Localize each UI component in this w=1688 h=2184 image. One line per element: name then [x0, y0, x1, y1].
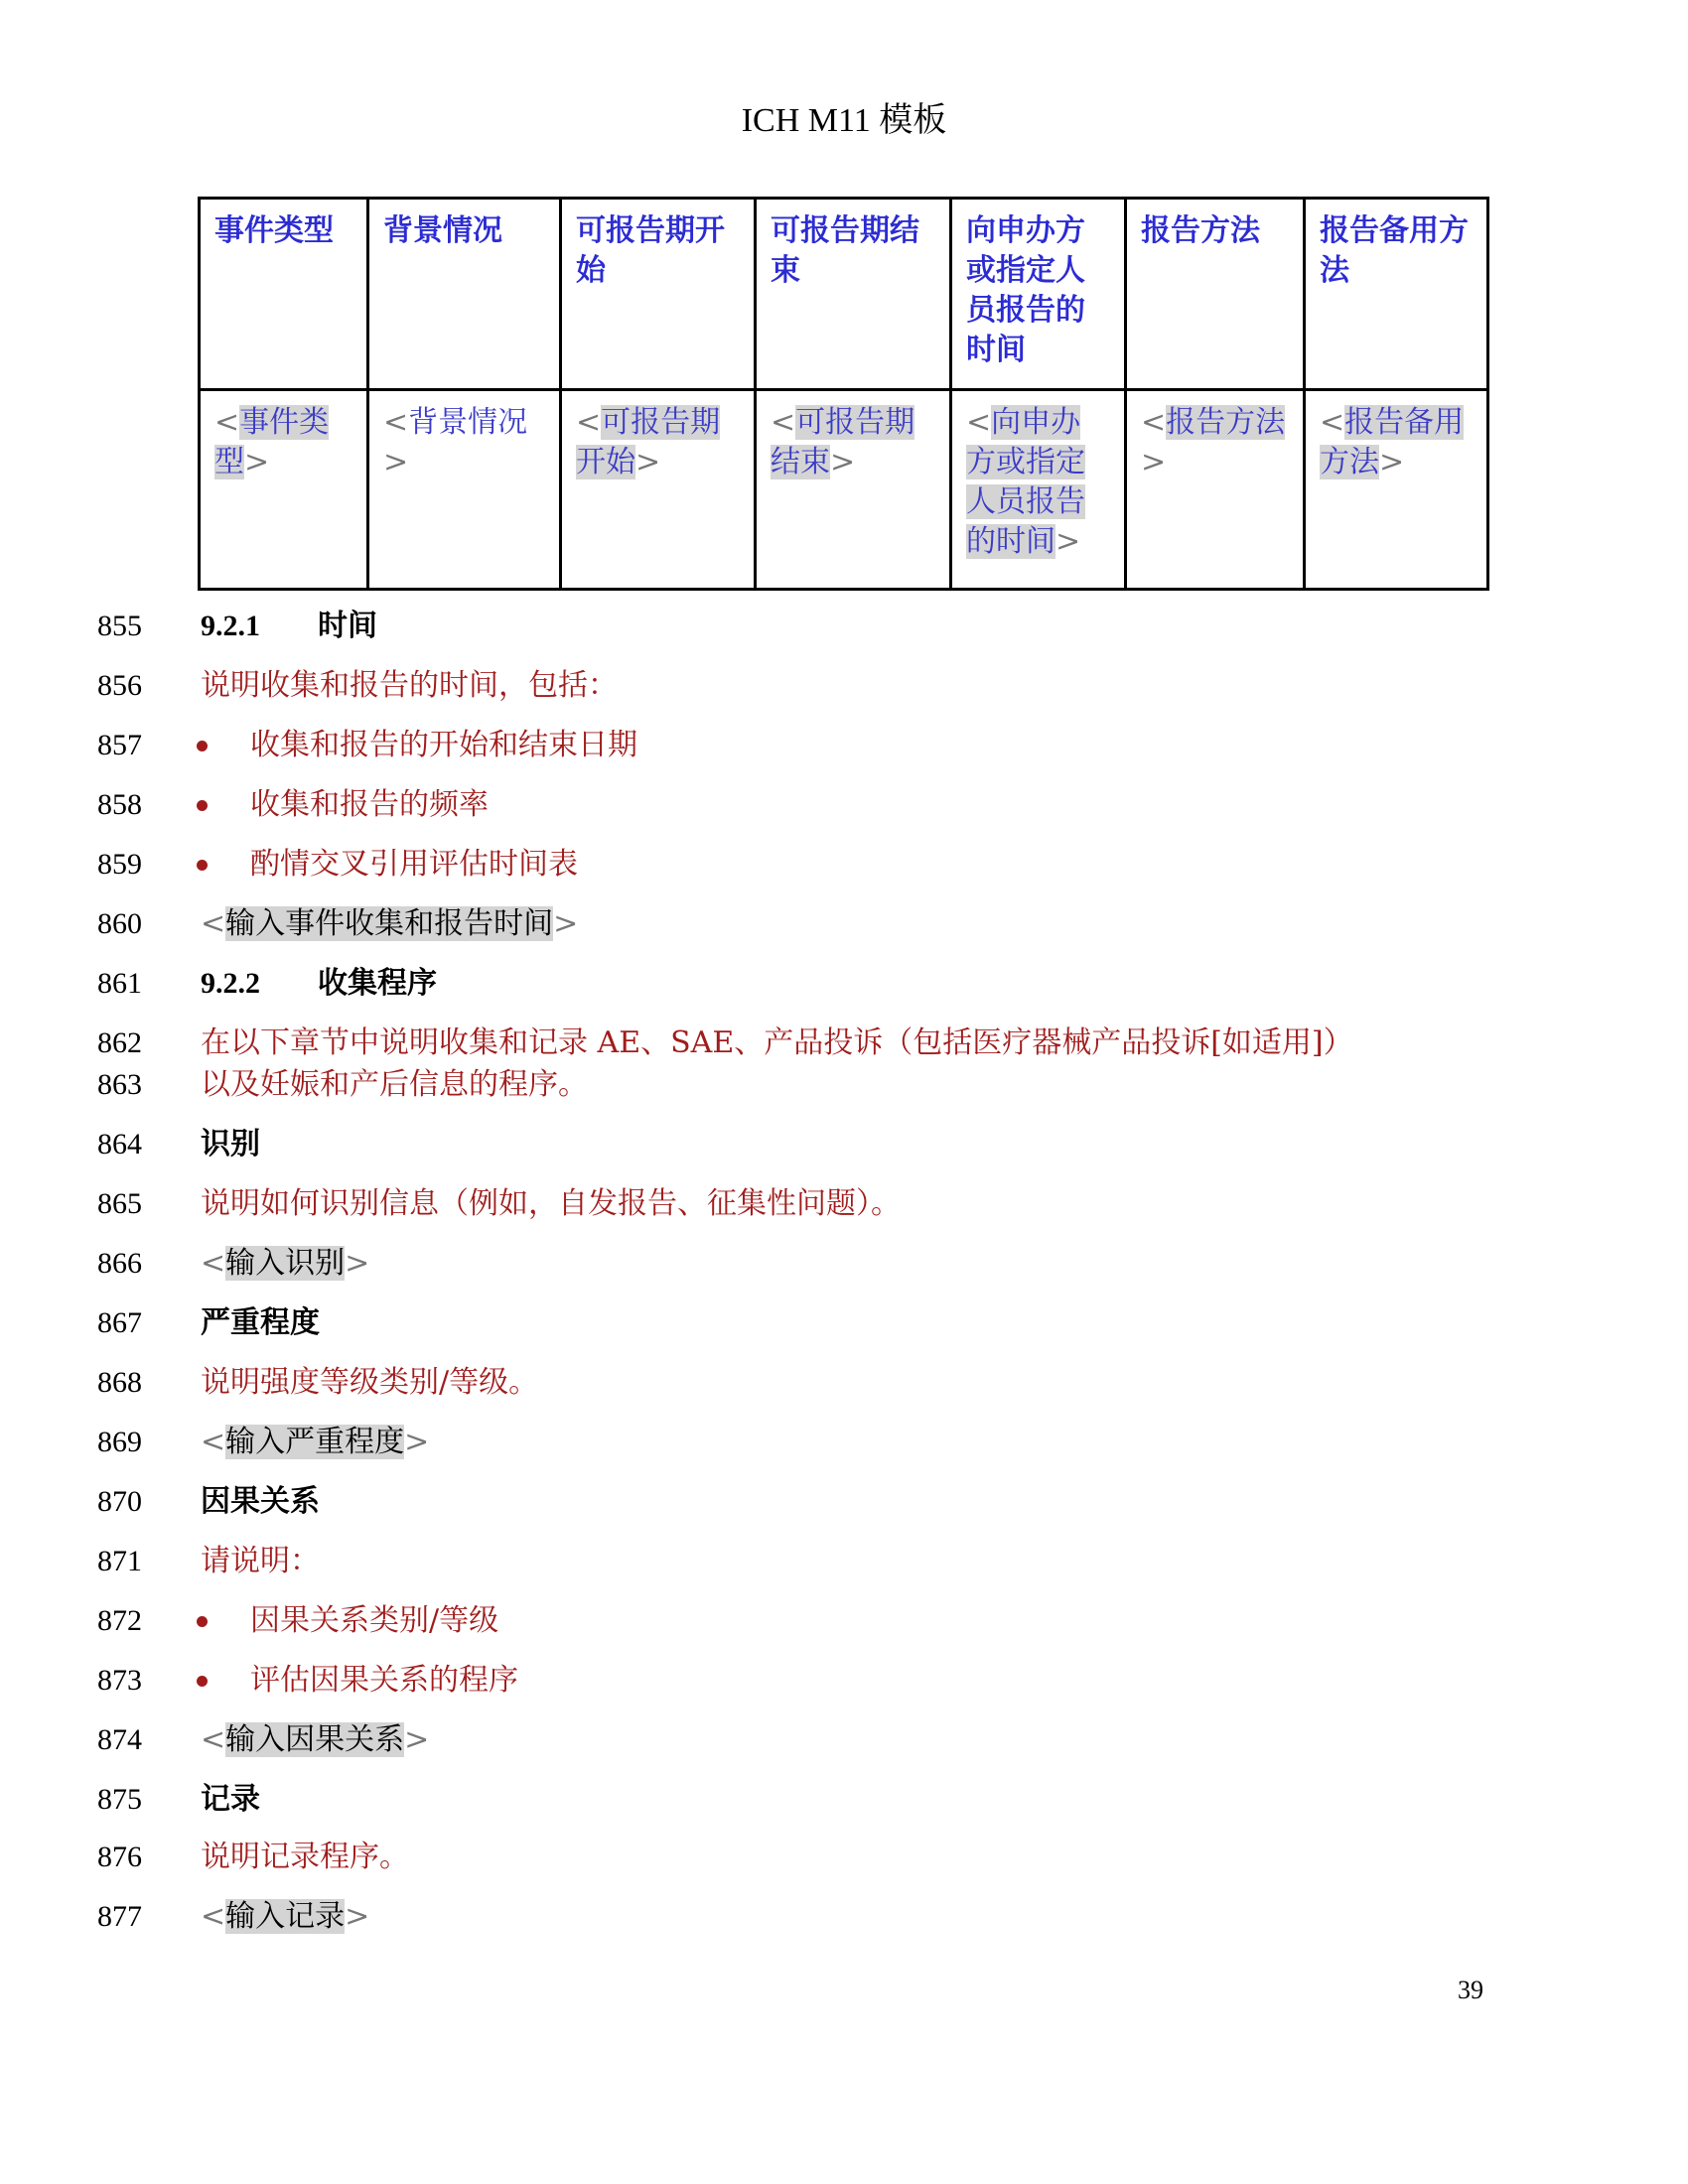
section-title: 时间: [318, 609, 377, 643]
section-heading-collection: [201, 959, 437, 1009]
subheading-severity: 严重程度: [201, 1305, 320, 1340]
placeholder-text: 输入因果关系: [225, 1722, 405, 1757]
instruction-text: 说明收集和报告的时间，包括：: [201, 668, 618, 703]
placeholder-field-severity[interactable]: [201, 1418, 429, 1467]
doc-line: [0, 780, 1688, 830]
line-number: 858: [97, 788, 142, 821]
section-number: 9.2.2: [201, 967, 260, 1000]
close-bracket: >: [553, 906, 579, 941]
line-number: 873: [97, 1664, 142, 1697]
doc-line: [0, 840, 1688, 889]
line-number: 863: [97, 1068, 142, 1101]
bullet-text: 评估因果关系的程序: [250, 1663, 518, 1698]
open-bracket: <: [201, 906, 226, 941]
open-bracket: <: [201, 1722, 226, 1757]
close-bracket: >: [635, 445, 661, 479]
doc-line: [0, 1656, 1688, 1706]
close-bracket: >: [383, 445, 409, 479]
placeholder-text: 报告方法: [1166, 405, 1286, 440]
close-bracket: >: [830, 445, 856, 479]
placeholder-text: 输入记录: [225, 1899, 346, 1934]
close-bracket: >: [404, 1722, 430, 1757]
placeholder-text: 可报告期开始: [576, 405, 721, 479]
header-backup-method: 报告备用方法: [1305, 199, 1488, 390]
cell-backup-method[interactable]: [1305, 390, 1488, 590]
bullet-icon: [197, 800, 208, 811]
line-number: 866: [97, 1247, 142, 1280]
line-number: 876: [97, 1841, 142, 1873]
header-event-type: 事件类型: [200, 199, 368, 390]
open-bracket: <: [1141, 405, 1167, 440]
placeholder-field-identification[interactable]: [201, 1239, 369, 1289]
line-number: 874: [97, 1723, 142, 1756]
subheading-causality: 因果关系: [201, 1484, 320, 1519]
placeholder-text: 输入识别: [225, 1246, 346, 1281]
line-number: 867: [97, 1306, 142, 1339]
page-header-title: ICH M11 模板: [741, 102, 947, 139]
bullet-text: 因果关系类别/等级: [250, 1603, 499, 1638]
doc-line: [0, 1537, 1688, 1586]
bullet-text: 收集和报告的开始和结束日期: [250, 728, 637, 762]
doc-line: [0, 721, 1688, 770]
open-bracket: <: [201, 1246, 226, 1281]
cell-event-type[interactable]: [200, 390, 368, 590]
cell-reporting-start[interactable]: [561, 390, 756, 590]
open-bracket: <: [576, 405, 602, 440]
cell-reporting-end[interactable]: [756, 390, 951, 590]
placeholder-field-causality[interactable]: [201, 1715, 429, 1765]
subheading-identification: 识别: [201, 1127, 260, 1161]
close-bracket: >: [244, 445, 270, 479]
bullet-icon: [197, 860, 208, 871]
line-number: 864: [97, 1128, 142, 1160]
event-reporting-table: [198, 197, 1489, 591]
doc-line: [0, 899, 1688, 949]
close-bracket: >: [404, 1425, 430, 1459]
cell-reporting-method[interactable]: [1126, 390, 1305, 590]
doc-line: [0, 1418, 1688, 1467]
bullet-text: 酌情交叉引用评估时间表: [250, 847, 578, 882]
doc-line: [0, 1775, 1688, 1825]
instruction-text: 以及妊娠和产后信息的程序。: [201, 1067, 588, 1102]
header-reporting-method: 报告方法: [1126, 199, 1305, 390]
line-number: 855: [97, 610, 142, 642]
bullet-icon: [197, 741, 208, 751]
line-number: 859: [97, 848, 142, 881]
open-bracket: <: [201, 1899, 226, 1934]
line-number: 868: [97, 1366, 142, 1399]
line-number: 865: [97, 1187, 142, 1220]
bullet-icon: [197, 1616, 208, 1627]
placeholder-text: 可报告期结束: [771, 405, 915, 479]
doc-line: [0, 959, 1688, 1009]
doc-line: [0, 1892, 1688, 1942]
line-number: 861: [97, 967, 142, 1000]
open-bracket: <: [966, 405, 992, 440]
close-bracket: >: [345, 1899, 370, 1934]
doc-line: [0, 1239, 1688, 1289]
cell-background[interactable]: [368, 390, 561, 590]
line-number: 862: [97, 1026, 142, 1059]
table-row: [200, 390, 1488, 590]
page-number: 39: [1458, 1976, 1483, 2004]
line-number: 870: [97, 1485, 142, 1518]
line-number: 872: [97, 1604, 142, 1637]
line-number: 875: [97, 1783, 142, 1816]
instruction-text: 说明强度等级类别/等级。: [201, 1365, 539, 1400]
section-number: 9.2.1: [201, 610, 260, 642]
instruction-text: 在以下章节中说明收集和记录 AE、SAE、产品投诉（包括医疗器械产品投诉[如适用]）: [201, 1025, 1353, 1060]
bullet-icon: [197, 1676, 208, 1687]
close-bracket: >: [1141, 445, 1167, 479]
line-number: 877: [97, 1900, 142, 1933]
line-number: 860: [97, 907, 142, 940]
bullet-text: 收集和报告的频率: [250, 787, 489, 822]
open-bracket: <: [1320, 405, 1345, 440]
placeholder-text: 报告备用方法: [1320, 405, 1465, 479]
open-bracket: <: [201, 1425, 226, 1459]
placeholder-text: 输入严重程度: [225, 1425, 405, 1459]
instruction-text: 说明记录程序。: [201, 1840, 409, 1874]
line-number: 857: [97, 729, 142, 761]
section-title: 收集程序: [318, 966, 437, 1001]
placeholder-field-recording[interactable]: [201, 1892, 369, 1942]
doc-line: [0, 661, 1688, 711]
placeholder-text: 输入事件收集和报告时间: [225, 906, 554, 941]
subheading-recording: 记录: [201, 1782, 260, 1817]
doc-line: [0, 1179, 1688, 1229]
open-bracket: <: [383, 405, 409, 440]
header-reporting-start: 可报告期开始: [561, 199, 756, 390]
doc-line: [0, 1596, 1688, 1646]
doc-line: [0, 1120, 1688, 1169]
placeholder-field-timing[interactable]: [201, 899, 578, 949]
instruction-text: 说明如何识别信息（例如，自发报告、征集性问题）。: [201, 1186, 901, 1221]
doc-line: [0, 602, 1688, 651]
close-bracket: >: [1055, 524, 1081, 559]
line-number: 856: [97, 669, 142, 702]
doc-line: [0, 1060, 1688, 1110]
header-time-to-report: 向申办方或指定人员报告的时间: [951, 199, 1126, 390]
open-bracket: <: [214, 405, 240, 440]
instruction-text: 请说明：: [201, 1544, 320, 1578]
line-number: 869: [97, 1426, 142, 1458]
doc-line: [0, 1477, 1688, 1527]
header-background: 背景情况: [368, 199, 561, 390]
open-bracket: <: [771, 405, 796, 440]
cell-time-to-report[interactable]: [951, 390, 1126, 590]
placeholder-text: 背景情况: [408, 405, 528, 440]
doc-line: [0, 1833, 1688, 1882]
header-reporting-end: 可报告期结束: [756, 199, 951, 390]
doc-line: [0, 1298, 1688, 1348]
placeholder-text: 事件类型: [214, 405, 330, 479]
line-number: 871: [97, 1545, 142, 1577]
close-bracket: >: [1379, 445, 1405, 479]
table-header-row: [200, 199, 1488, 390]
doc-line: [0, 1358, 1688, 1408]
section-heading-timing: [201, 602, 377, 651]
doc-line: [0, 1715, 1688, 1765]
placeholder-text: 向申办方或指定人员报告的时间: [966, 405, 1085, 559]
close-bracket: >: [345, 1246, 370, 1281]
